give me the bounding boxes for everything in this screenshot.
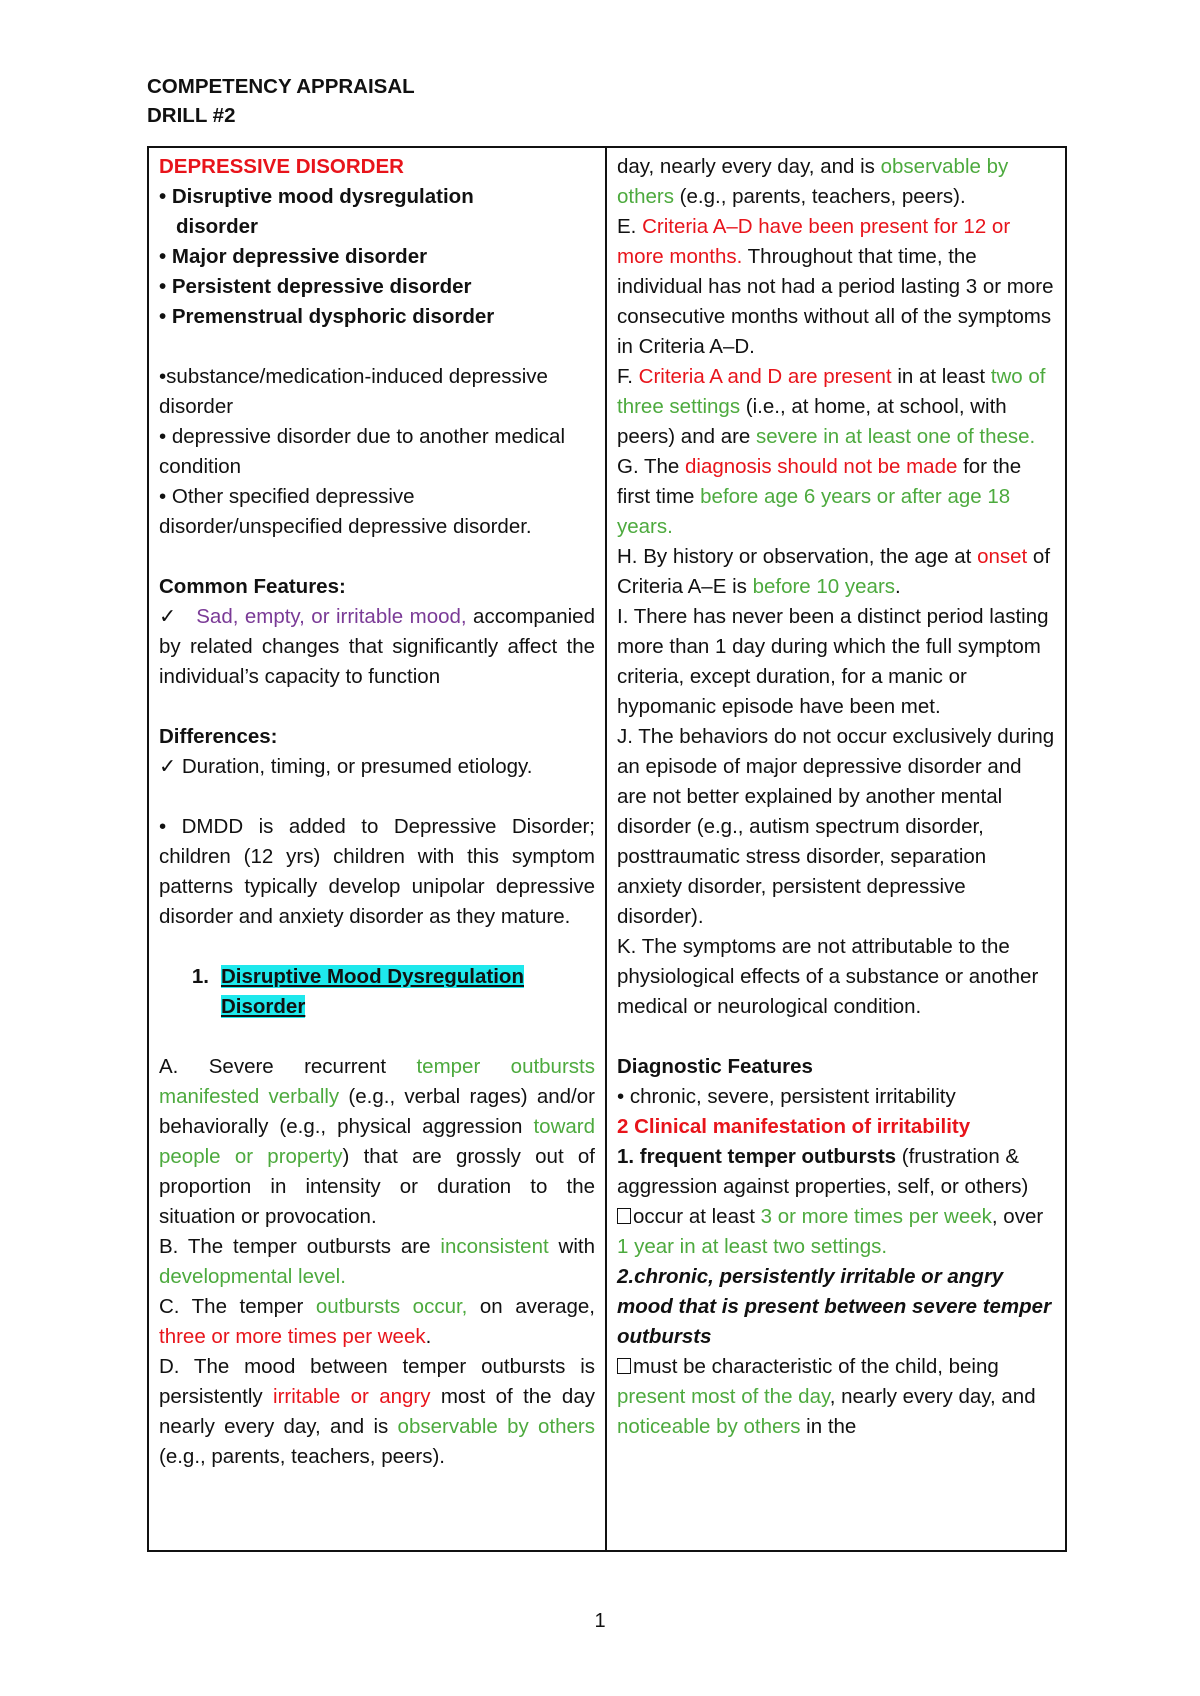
disorder-list-item: • Premenstrual dysphoric disorder [159,305,495,328]
criterion-e: E. Criteria A–D have been present for 12 or more months. Throughout that time, the individual has not had a period lasting 3 or more consecutive months without all of the symptoms in Criteria A–D. [617,215,1054,358]
disorder-list-item: •substance/medication-induced depressive disorder [159,365,548,418]
criterion-d-continued: day, nearly every day, and is observable by others (e.g., parents, teachers, peers). [617,155,1009,208]
diagnostic-features-heading: Diagnostic Features [617,1055,813,1078]
clinical-manifestation-heading: 2 Clinical manifestation of irritability [617,1115,971,1138]
diagnostic-features-item: • chronic, severe, persistent irritability [617,1085,956,1108]
section-number: 1. [191,965,209,988]
criterion-g: G. The diagnosis should not be made for the first time before age 6 years or after age 18 years. [617,455,1022,538]
disorder-list-item: • Disruptive mood dysregulation [159,185,474,208]
section-title: DEPRESSIVE DISORDER [159,155,404,178]
content-table [147,146,1067,1552]
disorder-list-item: • depressive disorder due to another medical condition [159,425,566,478]
criterion-k: K. The symptoms are not attributable to the physiological effects of a substance or another medical or neurological condition. [617,935,1039,1018]
criterion-i: I. There has never been a distinct period lasting more than 1 day during which the full symptom criteria, except duration, for a manic or hypomanic episode have been met. [617,605,1049,718]
common-features-heading: Common Features: [159,575,346,598]
manifestation-1-detail: occur at least 3 or more times per week, over 1 year in at least two settings. [617,1205,1044,1258]
differences-heading: Differences: [159,725,278,748]
checkbox-icon [617,1208,631,1224]
criterion-a: A. Severe recurrent temper outbursts manifested verbally (e.g., verbal rages) and/or behaviorally (e.g., physical aggression toward people or property) that are grossly out of proportion in intensity or duration to the situation or provocation. [159,1055,595,1228]
document-header [147,72,415,130]
numbered-section-heading [159,962,595,1022]
differences-item: ✓ Duration, timing, or presumed etiology. [159,755,533,778]
right-column [607,148,1065,1550]
purple-highlight: Sad, empty, or irritable mood, [196,605,467,628]
criterion-h: H. By history or observation, the age at onset of Criteria A–E is before 10 years. [617,545,1051,598]
common-features-text [159,602,595,692]
criterion-f: F. Criteria A and D are present in at least two of three settings (i.e., at home, at school, with peers) and are severe in at least one of these. [617,365,1046,448]
common-features-rest: accompanied by related changes that significantly affect the individual’s capacity to function [159,605,595,688]
disorder-list-item: • Other specified depressive disorder/unspecified depressive disorder. [159,485,532,538]
header-title: COMPETENCY APPRAISAL [147,75,415,98]
highlighted-section-title: Disruptive Mood Dysregulation Disorder [221,965,524,1018]
disorder-list-item: • Persistent depressive disorder [159,275,472,298]
criterion-c: C. The temper outbursts occur, on average, three or more times per week. [159,1295,595,1348]
criterion-j: J. The behaviors do not occur exclusively during an episode of major depressive disorder and are not better explained by another mental disorder (e.g., autism spectrum disorder, posttraumatic stress disorder, separation anxiety disorder, persistent depressive disorder). [617,725,1055,928]
check-icon: ✓ [159,605,177,628]
criterion-b: B. The temper outbursts are inconsistent with developmental level. [159,1235,595,1288]
page-number: 1 [594,1610,606,1632]
header-subtitle: DRILL #2 [147,104,236,127]
dmdd-note: • DMDD is added to Depressive Disorder; children (12 yrs) children with this symptom patterns typically develop unipolar depressive disorder and anxiety disorder as they mature. [159,815,595,928]
manifestation-2: 2.chronic, persistently irritable or angry mood that is present between severe temper outbursts [617,1265,1052,1348]
manifestation-2-detail: must be characteristic of the child, being present most of the day, nearly every day, and noticeable by others in the [617,1355,1036,1438]
criterion-d: D. The mood between temper outbursts is persistently irritable or angry most of the day nearly every day, and is observable by others (e.g., parents, teachers, peers). [159,1355,595,1468]
disorder-list-item: disorder [176,215,259,238]
disorder-list-item: • Major depressive disorder [159,245,428,268]
checkbox-icon [617,1358,631,1374]
left-column [149,148,607,1550]
manifestation-1: 1. frequent temper outbursts (frustration & aggression against properties, self, or others) [617,1145,1029,1198]
